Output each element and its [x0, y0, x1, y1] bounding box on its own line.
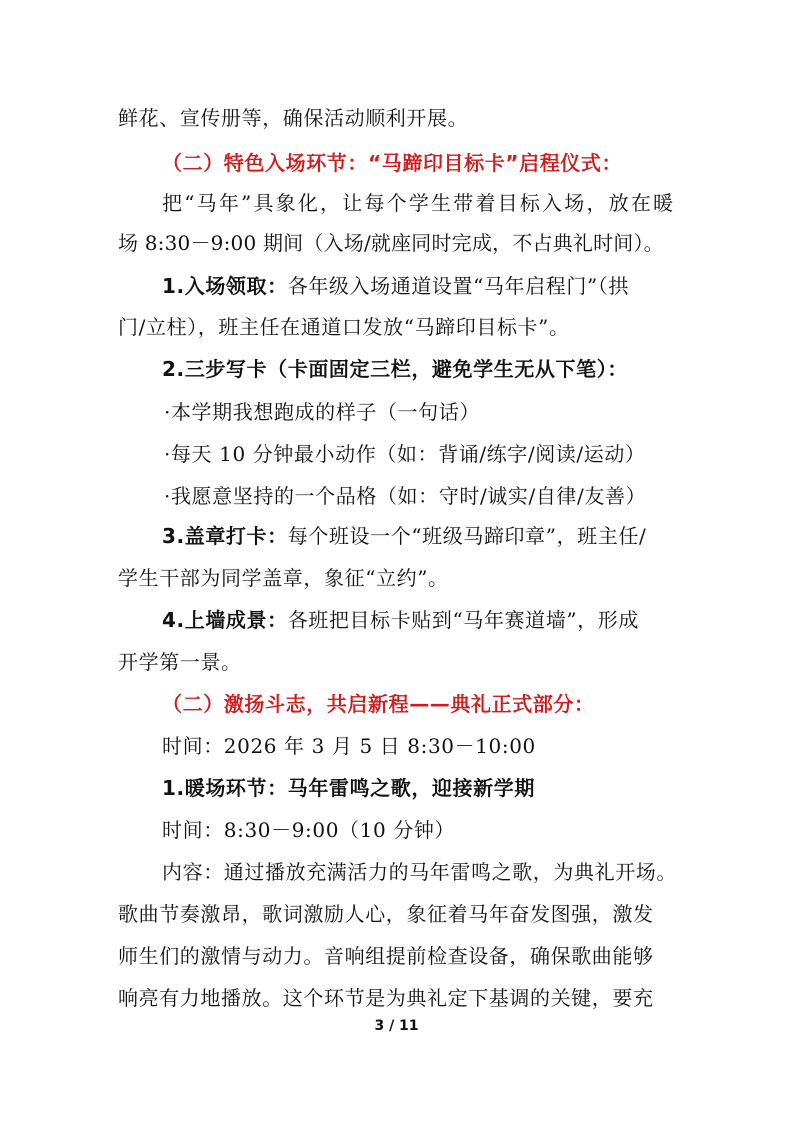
paragraph-line: 门/立柱），班主任在通道口发放“马蹄印目标卡”。 — [118, 315, 570, 339]
paragraph-line: 学生干部为同学盖章，象征“立约”。 — [118, 566, 449, 590]
time-line: 时间：2026 年 3 月 5 日 8:30－10:00 — [162, 734, 536, 758]
step-3-label: 3.盖章打卡： — [162, 524, 288, 548]
paragraph-line: 开学第一景。 — [118, 650, 242, 674]
step-4-text: 各班把目标卡贴到“马年赛道墙”，形成 — [287, 608, 639, 632]
paragraph-line: 师生们的激情与动力。音响组提前检查设备，确保歌曲能够 — [118, 944, 654, 968]
section-heading-ceremony: （二）激扬斗志，共启新程——典礼正式部分： — [162, 692, 595, 716]
step-4-label: 4.上墙成景： — [162, 608, 288, 632]
page-number: 3 / 11 — [374, 1018, 419, 1034]
paragraph-line: 响亮有力地播放。这个环节是为典礼定下基调的关键，要充 — [118, 986, 654, 1010]
paragraph-line: 把“马年”具象化，让每个学生带着目标入场，放在暖 — [162, 191, 676, 215]
section-heading-entry: （二）特色入场环节：“马蹄印目标卡”启程仪式： — [162, 151, 623, 175]
step-4-line — [162, 606, 682, 634]
paragraph-line: 鲜花、宣传册等，确保活动顺利开展。 — [118, 106, 469, 130]
bullet-item: ·我愿意坚持的一个品格（如：守时/诚实/自律/友善） — [164, 484, 647, 508]
step-3-line — [162, 522, 682, 550]
bullet-item: ·本学期我想跑成的样子（一句话） — [164, 400, 480, 424]
step-2-label: 2.三步写卡（卡面固定三栏，避免学生无从下笔）： — [162, 357, 628, 381]
step-3-text: 每个班设一个“班级马蹄印章”，班主任/ — [287, 524, 647, 548]
bullet-item: ·每天 10 分钟最小动作（如：背诵/练字/阅读/运动） — [164, 442, 646, 466]
subheading-warmup: 1.暖场环节：马年雷鸣之歌，迎接新学期 — [162, 776, 535, 800]
paragraph-line: 内容：通过播放充满活力的马年雷鸣之歌，为典礼开场。 — [162, 860, 677, 884]
paragraph-line: 场 8:30－9:00 期间（入场/就座同时完成，不占典礼时间）。 — [118, 231, 664, 255]
step-1-line — [162, 272, 682, 300]
time-line: 时间：8:30－9:00（10 分钟） — [162, 818, 456, 842]
step-1-text: 各年级入场通道设置“马年启程门”（拱 — [287, 274, 629, 298]
step-1-label: 1.入场领取： — [162, 274, 288, 298]
paragraph-line: 歌曲节奏激昂，歌词激励人心，象征着马年奋发图强，激发 — [118, 902, 654, 926]
